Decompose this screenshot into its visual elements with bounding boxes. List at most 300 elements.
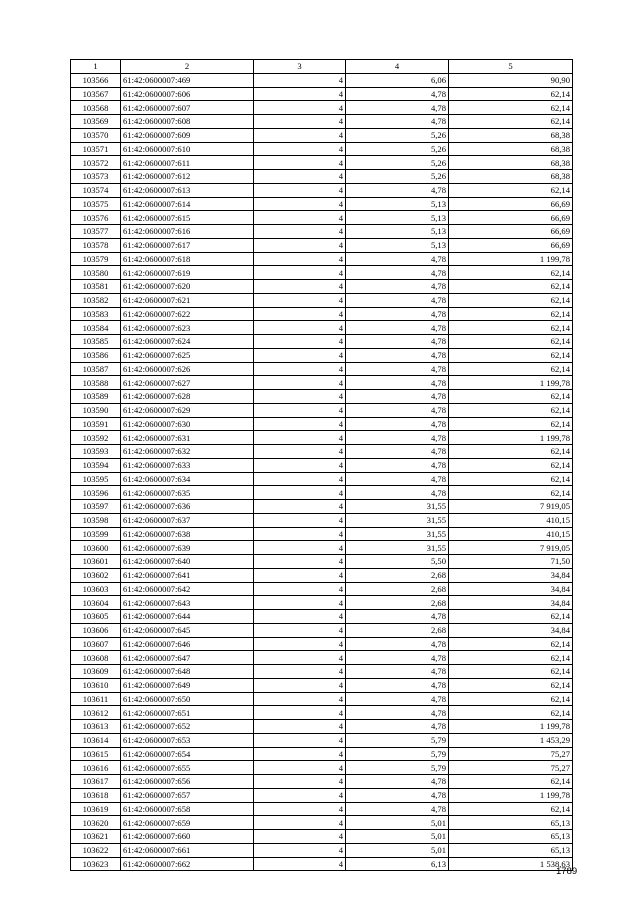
- col-4-cell: 4,78: [346, 307, 449, 321]
- col-5-cell: 62,14: [449, 87, 573, 101]
- row-id-cell: 103589: [71, 390, 121, 404]
- col-3-cell: 4: [254, 390, 346, 404]
- cadastral-number-cell: 61:42:0600007:615: [121, 211, 254, 225]
- cadastral-number-cell: 61:42:0600007:610: [121, 142, 254, 156]
- col-3-cell: 4: [254, 720, 346, 734]
- cadastral-number-cell: 61:42:0600007:659: [121, 816, 254, 830]
- col-5-cell: 1 199,78: [449, 431, 573, 445]
- cadastral-number-cell: 61:42:0600007:650: [121, 692, 254, 706]
- col-5-cell: 1 199,78: [449, 720, 573, 734]
- col-4-cell: 5,26: [346, 142, 449, 156]
- col-3-cell: 4: [254, 307, 346, 321]
- cadastral-number-cell: 61:42:0600007:629: [121, 403, 254, 417]
- row-id-cell: 103602: [71, 568, 121, 582]
- col-4-cell: 4,78: [346, 101, 449, 115]
- row-id-cell: 103578: [71, 238, 121, 252]
- table-row: [71, 527, 573, 541]
- col-4-cell: 6,06: [346, 73, 449, 87]
- col-3-cell: 4: [254, 513, 346, 527]
- col-5-cell: 62,14: [449, 610, 573, 624]
- table-row: [71, 802, 573, 816]
- cadastral-number-cell: 61:42:0600007:652: [121, 720, 254, 734]
- row-id-cell: 103605: [71, 610, 121, 624]
- col-5-cell: 1 199,78: [449, 376, 573, 390]
- cadastral-number-cell: 61:42:0600007:626: [121, 362, 254, 376]
- row-id-cell: 103587: [71, 362, 121, 376]
- table-row: [71, 500, 573, 514]
- row-id-cell: 103581: [71, 280, 121, 294]
- table-body: [71, 73, 573, 871]
- col-5-cell: 71,50: [449, 555, 573, 569]
- row-id-cell: 103603: [71, 582, 121, 596]
- cadastral-number-cell: 61:42:0600007:618: [121, 252, 254, 266]
- col-5-cell: 68,38: [449, 128, 573, 142]
- table-row: [71, 665, 573, 679]
- cadastral-number-cell: 61:42:0600007:656: [121, 775, 254, 789]
- col-5-cell: 62,14: [449, 321, 573, 335]
- col-5-cell: 62,14: [449, 472, 573, 486]
- col-5-cell: 66,69: [449, 238, 573, 252]
- col-5-cell: 62,14: [449, 280, 573, 294]
- col-5-cell: 62,14: [449, 458, 573, 472]
- cadastral-number-cell: 61:42:0600007:611: [121, 156, 254, 170]
- cadastral-number-cell: 61:42:0600007:662: [121, 857, 254, 871]
- col-3-cell: 4: [254, 486, 346, 500]
- col-5-cell: 62,14: [449, 706, 573, 720]
- col-5-cell: 34,84: [449, 623, 573, 637]
- col-3-cell: 4: [254, 417, 346, 431]
- col-3-cell: 4: [254, 651, 346, 665]
- row-id-cell: 103617: [71, 775, 121, 789]
- cadastral-number-cell: 61:42:0600007:655: [121, 761, 254, 775]
- cadastral-number-cell: 61:42:0600007:648: [121, 665, 254, 679]
- header-col-2: 2: [121, 60, 254, 74]
- row-id-cell: 103590: [71, 403, 121, 417]
- cadastral-number-cell: 61:42:0600007:622: [121, 307, 254, 321]
- col-3-cell: 4: [254, 156, 346, 170]
- cadastral-number-cell: 61:42:0600007:625: [121, 348, 254, 362]
- col-3-cell: 4: [254, 500, 346, 514]
- col-3-cell: 4: [254, 266, 346, 280]
- table-row: [71, 541, 573, 555]
- col-4-cell: 4,78: [346, 802, 449, 816]
- col-4-cell: 2,68: [346, 596, 449, 610]
- row-id-cell: 103618: [71, 788, 121, 802]
- table-row: [71, 610, 573, 624]
- row-id-cell: 103612: [71, 706, 121, 720]
- header-col-3: 3: [254, 60, 346, 74]
- col-5-cell: 68,38: [449, 170, 573, 184]
- cadastral-number-cell: 61:42:0600007:634: [121, 472, 254, 486]
- row-id-cell: 103594: [71, 458, 121, 472]
- col-4-cell: 5,50: [346, 555, 449, 569]
- col-3-cell: 4: [254, 170, 346, 184]
- table-header: [71, 60, 573, 74]
- cadastral-number-cell: 61:42:0600007:640: [121, 555, 254, 569]
- table-row: [71, 445, 573, 459]
- col-3-cell: 4: [254, 733, 346, 747]
- col-3-cell: 4: [254, 623, 346, 637]
- table-row: [71, 596, 573, 610]
- row-id-cell: 103619: [71, 802, 121, 816]
- col-5-cell: 34,84: [449, 596, 573, 610]
- col-5-cell: 34,84: [449, 568, 573, 582]
- table-row: [71, 307, 573, 321]
- cadastral-number-cell: 61:42:0600007:638: [121, 527, 254, 541]
- col-4-cell: 2,68: [346, 582, 449, 596]
- table-row: [71, 637, 573, 651]
- col-4-cell: 5,13: [346, 211, 449, 225]
- col-3-cell: 4: [254, 362, 346, 376]
- col-5-cell: 62,14: [449, 403, 573, 417]
- col-5-cell: 68,38: [449, 156, 573, 170]
- col-4-cell: 4,78: [346, 390, 449, 404]
- col-5-cell: 66,69: [449, 211, 573, 225]
- table-row: [71, 293, 573, 307]
- col-3-cell: 4: [254, 692, 346, 706]
- cadastral-number-cell: 61:42:0600007:660: [121, 830, 254, 844]
- col-3-cell: 4: [254, 596, 346, 610]
- col-5-cell: 1 453,29: [449, 733, 573, 747]
- col-4-cell: 5,01: [346, 816, 449, 830]
- row-id-cell: 103592: [71, 431, 121, 445]
- row-id-cell: 103593: [71, 445, 121, 459]
- row-id-cell: 103583: [71, 307, 121, 321]
- row-id-cell: 103609: [71, 665, 121, 679]
- col-4-cell: 5,26: [346, 156, 449, 170]
- row-id-cell: 103613: [71, 720, 121, 734]
- row-id-cell: 103615: [71, 747, 121, 761]
- table-row: [71, 142, 573, 156]
- col-5-cell: 75,27: [449, 761, 573, 775]
- col-4-cell: 5,79: [346, 733, 449, 747]
- col-5-cell: 75,27: [449, 747, 573, 761]
- col-3-cell: 4: [254, 211, 346, 225]
- col-5-cell: 62,14: [449, 115, 573, 129]
- row-id-cell: 103620: [71, 816, 121, 830]
- col-4-cell: 2,68: [346, 568, 449, 582]
- table-row: [71, 362, 573, 376]
- row-id-cell: 103572: [71, 156, 121, 170]
- table-row: [71, 211, 573, 225]
- row-id-cell: 103574: [71, 183, 121, 197]
- table-row: [71, 857, 573, 871]
- cadastral-number-cell: 61:42:0600007:646: [121, 637, 254, 651]
- col-5-cell: 66,69: [449, 197, 573, 211]
- table-row: [71, 582, 573, 596]
- cadastral-number-cell: 61:42:0600007:637: [121, 513, 254, 527]
- row-id-cell: 103580: [71, 266, 121, 280]
- col-4-cell: 5,01: [346, 830, 449, 844]
- col-3-cell: 4: [254, 568, 346, 582]
- table-row: [71, 513, 573, 527]
- col-5-cell: 66,69: [449, 225, 573, 239]
- col-4-cell: 4,78: [346, 720, 449, 734]
- cadastral-number-cell: 61:42:0600007:649: [121, 678, 254, 692]
- row-id-cell: 103597: [71, 500, 121, 514]
- col-4-cell: 4,78: [346, 280, 449, 294]
- col-4-cell: 4,78: [346, 87, 449, 101]
- col-3-cell: 4: [254, 788, 346, 802]
- cadastral-number-cell: 61:42:0600007:635: [121, 486, 254, 500]
- col-5-cell: 62,14: [449, 678, 573, 692]
- row-id-cell: 103579: [71, 252, 121, 266]
- col-4-cell: 4,78: [346, 266, 449, 280]
- row-id-cell: 103586: [71, 348, 121, 362]
- cadastral-number-cell: 61:42:0600007:642: [121, 582, 254, 596]
- col-3-cell: 4: [254, 252, 346, 266]
- table-row: [71, 266, 573, 280]
- table-row: [71, 348, 573, 362]
- col-5-cell: 62,14: [449, 348, 573, 362]
- row-id-cell: 103566: [71, 73, 121, 87]
- table-row: [71, 101, 573, 115]
- cadastral-number-cell: 61:42:0600007:657: [121, 788, 254, 802]
- table-row: [71, 183, 573, 197]
- table-row: [71, 761, 573, 775]
- col-3-cell: 4: [254, 101, 346, 115]
- col-4-cell: 4,78: [346, 293, 449, 307]
- cadastral-number-cell: 61:42:0600007:627: [121, 376, 254, 390]
- col-3-cell: 4: [254, 747, 346, 761]
- row-id-cell: 103598: [71, 513, 121, 527]
- table-row: [71, 720, 573, 734]
- row-id-cell: 103570: [71, 128, 121, 142]
- row-id-cell: 103606: [71, 623, 121, 637]
- row-id-cell: 103568: [71, 101, 121, 115]
- col-4-cell: 4,78: [346, 458, 449, 472]
- table-row: [71, 788, 573, 802]
- col-5-cell: 62,14: [449, 362, 573, 376]
- col-5-cell: 62,14: [449, 651, 573, 665]
- col-3-cell: 4: [254, 830, 346, 844]
- table-row: [71, 458, 573, 472]
- table-row: [71, 706, 573, 720]
- row-id-cell: 103573: [71, 170, 121, 184]
- table-row: [71, 417, 573, 431]
- col-4-cell: 4,78: [346, 651, 449, 665]
- col-5-cell: 62,14: [449, 183, 573, 197]
- col-4-cell: 4,78: [346, 445, 449, 459]
- col-5-cell: 68,38: [449, 142, 573, 156]
- col-4-cell: 4,78: [346, 486, 449, 500]
- col-4-cell: 4,78: [346, 403, 449, 417]
- col-3-cell: 4: [254, 183, 346, 197]
- table-row: [71, 843, 573, 857]
- cadastral-number-cell: 61:42:0600007:639: [121, 541, 254, 555]
- col-4-cell: 5,13: [346, 225, 449, 239]
- col-5-cell: 62,14: [449, 445, 573, 459]
- row-id-cell: 103610: [71, 678, 121, 692]
- col-4-cell: 4,78: [346, 472, 449, 486]
- header-col-5: 5: [449, 60, 573, 74]
- row-id-cell: 103595: [71, 472, 121, 486]
- table-row: [71, 816, 573, 830]
- col-3-cell: 4: [254, 115, 346, 129]
- table-row: [71, 692, 573, 706]
- col-3-cell: 4: [254, 335, 346, 349]
- table-row: [71, 486, 573, 500]
- row-id-cell: 103584: [71, 321, 121, 335]
- col-5-cell: 410,15: [449, 513, 573, 527]
- table-row: [71, 156, 573, 170]
- table-row: [71, 321, 573, 335]
- col-5-cell: 62,14: [449, 417, 573, 431]
- col-4-cell: 31,55: [346, 500, 449, 514]
- row-id-cell: 103604: [71, 596, 121, 610]
- col-4-cell: 31,55: [346, 513, 449, 527]
- col-3-cell: 4: [254, 431, 346, 445]
- col-5-cell: 90,90: [449, 73, 573, 87]
- col-3-cell: 4: [254, 610, 346, 624]
- col-4-cell: 4,78: [346, 692, 449, 706]
- table-row: [71, 73, 573, 87]
- col-5-cell: 65,13: [449, 830, 573, 844]
- row-id-cell: 103576: [71, 211, 121, 225]
- cadastral-number-cell: 61:42:0600007:647: [121, 651, 254, 665]
- col-4-cell: 31,55: [346, 541, 449, 555]
- col-3-cell: 4: [254, 761, 346, 775]
- col-4-cell: 4,78: [346, 678, 449, 692]
- col-5-cell: 62,14: [449, 307, 573, 321]
- row-id-cell: 103571: [71, 142, 121, 156]
- col-3-cell: 4: [254, 445, 346, 459]
- cadastral-number-cell: 61:42:0600007:654: [121, 747, 254, 761]
- col-4-cell: 4,78: [346, 183, 449, 197]
- row-id-cell: 103575: [71, 197, 121, 211]
- row-id-cell: 103616: [71, 761, 121, 775]
- table-row: [71, 376, 573, 390]
- row-id-cell: 103591: [71, 417, 121, 431]
- row-id-cell: 103607: [71, 637, 121, 651]
- cadastral-number-cell: 61:42:0600007:636: [121, 500, 254, 514]
- col-4-cell: 4,78: [346, 665, 449, 679]
- cadastral-number-cell: 61:42:0600007:633: [121, 458, 254, 472]
- cadastral-number-cell: 61:42:0600007:644: [121, 610, 254, 624]
- col-5-cell: 62,14: [449, 775, 573, 789]
- row-id-cell: 103608: [71, 651, 121, 665]
- table-row: [71, 87, 573, 101]
- col-3-cell: 4: [254, 472, 346, 486]
- cadastral-number-cell: 61:42:0600007:643: [121, 596, 254, 610]
- col-3-cell: 4: [254, 376, 346, 390]
- col-3-cell: 4: [254, 706, 346, 720]
- col-3-cell: 4: [254, 637, 346, 651]
- col-4-cell: 4,78: [346, 252, 449, 266]
- row-id-cell: 103621: [71, 830, 121, 844]
- col-4-cell: 6,13: [346, 857, 449, 871]
- table-row: [71, 651, 573, 665]
- col-5-cell: 62,14: [449, 486, 573, 500]
- table-row: [71, 197, 573, 211]
- col-5-cell: 62,14: [449, 692, 573, 706]
- col-3-cell: 4: [254, 128, 346, 142]
- cadastral-number-cell: 61:42:0600007:658: [121, 802, 254, 816]
- table-row: [71, 431, 573, 445]
- row-id-cell: 103596: [71, 486, 121, 500]
- row-id-cell: 103622: [71, 843, 121, 857]
- header-col-1: 1: [71, 60, 121, 74]
- col-5-cell: 34,84: [449, 582, 573, 596]
- col-3-cell: 4: [254, 816, 346, 830]
- col-5-cell: 62,14: [449, 390, 573, 404]
- table-row: [71, 830, 573, 844]
- col-4-cell: 5,79: [346, 747, 449, 761]
- cadastral-number-cell: 61:42:0600007:609: [121, 128, 254, 142]
- col-5-cell: 65,13: [449, 816, 573, 830]
- row-id-cell: 103600: [71, 541, 121, 555]
- table-row: [71, 678, 573, 692]
- table-row: [71, 225, 573, 239]
- col-4-cell: 4,78: [346, 335, 449, 349]
- col-4-cell: 4,78: [346, 775, 449, 789]
- col-3-cell: 4: [254, 678, 346, 692]
- col-3-cell: 4: [254, 293, 346, 307]
- row-id-cell: 103585: [71, 335, 121, 349]
- table-row: [71, 170, 573, 184]
- cadastral-number-cell: 61:42:0600007:621: [121, 293, 254, 307]
- col-3-cell: 4: [254, 225, 346, 239]
- col-5-cell: 1 199,78: [449, 252, 573, 266]
- col-4-cell: 4,78: [346, 431, 449, 445]
- col-4-cell: 4,78: [346, 417, 449, 431]
- table-row: [71, 115, 573, 129]
- cadastral-number-cell: 61:42:0600007:614: [121, 197, 254, 211]
- col-3-cell: 4: [254, 321, 346, 335]
- cadastral-number-cell: 61:42:0600007:645: [121, 623, 254, 637]
- cadastral-number-cell: 61:42:0600007:623: [121, 321, 254, 335]
- cadastral-number-cell: 61:42:0600007:607: [121, 101, 254, 115]
- table-row: [71, 555, 573, 569]
- page-number: 1789: [556, 866, 578, 877]
- col-4-cell: 4,78: [346, 348, 449, 362]
- cadastral-number-cell: 61:42:0600007:606: [121, 87, 254, 101]
- table-row: [71, 238, 573, 252]
- col-3-cell: 4: [254, 582, 346, 596]
- cadastral-number-cell: 61:42:0600007:619: [121, 266, 254, 280]
- data-table: [70, 59, 573, 871]
- row-id-cell: 103588: [71, 376, 121, 390]
- col-5-cell: 1 538,63: [449, 857, 573, 871]
- table-row: [71, 280, 573, 294]
- row-id-cell: 103623: [71, 857, 121, 871]
- col-3-cell: 4: [254, 197, 346, 211]
- col-5-cell: 62,14: [449, 802, 573, 816]
- row-id-cell: 103582: [71, 293, 121, 307]
- col-5-cell: 62,14: [449, 637, 573, 651]
- col-5-cell: 62,14: [449, 293, 573, 307]
- table-row: [71, 128, 573, 142]
- col-3-cell: 4: [254, 458, 346, 472]
- table-row: [71, 568, 573, 582]
- col-4-cell: 2,68: [346, 623, 449, 637]
- table-row: [71, 252, 573, 266]
- row-id-cell: 103614: [71, 733, 121, 747]
- header-col-4: 4: [346, 60, 449, 74]
- col-3-cell: 4: [254, 665, 346, 679]
- col-3-cell: 4: [254, 775, 346, 789]
- col-5-cell: 1 199,78: [449, 788, 573, 802]
- col-4-cell: 4,78: [346, 362, 449, 376]
- col-4-cell: 5,79: [346, 761, 449, 775]
- table-row: [71, 403, 573, 417]
- col-5-cell: 62,14: [449, 266, 573, 280]
- col-3-cell: 4: [254, 73, 346, 87]
- col-3-cell: 4: [254, 142, 346, 156]
- col-5-cell: 65,13: [449, 843, 573, 857]
- cadastral-number-cell: 61:42:0600007:628: [121, 390, 254, 404]
- col-4-cell: 5,13: [346, 238, 449, 252]
